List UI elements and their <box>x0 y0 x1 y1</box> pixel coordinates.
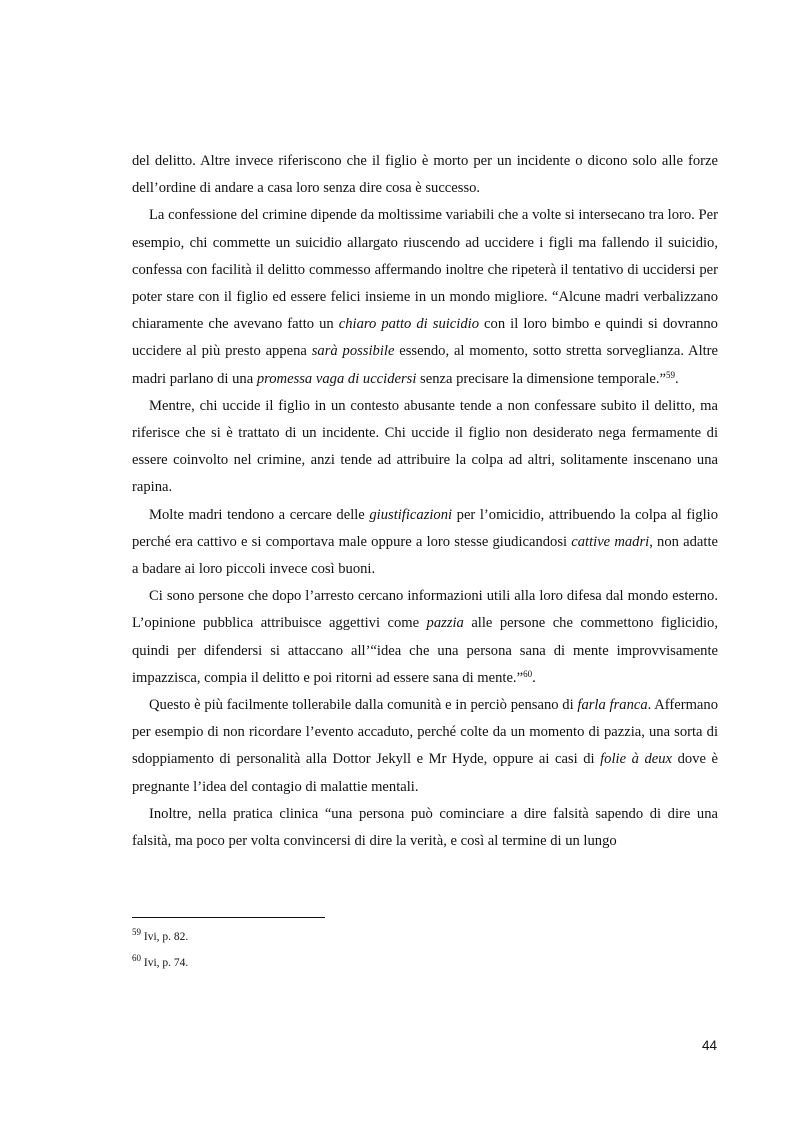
text-run: La confessione del crimine dipende da moltissime variabili che a volte si intersecano tra loro. Per esempio, chi commette un suicidio allargato riuscendo ad uccidere i figli ma fallendo il suicidio, confessa con facilità il delitto commesso affermando inoltre che ripeterà il tentativo di uccidersi per poter stare con il figlio ed essere felici insieme in un mondo migliore. “Alcune madri verbalizzano chiaramente che avevano fatto un <box>132 207 718 333</box>
text-run: Mentre, chi uccide il figlio in un contesto abusante tende a non confessare subito il delitto, ma riferisce che si è trattato di un incidente. Chi uccide il figlio non desiderato nega fermamente di essere coinvolto nel crimine, anzi tende ad attribuire la colpa ad altri, solitamente inscenano una rapina. <box>132 397 718 496</box>
footnote-ref: 59 <box>666 369 675 380</box>
text-run: Molte madri tendono a cercare delle <box>149 506 370 523</box>
text-run: Questo è più facilmente tollerabile dalla comunità e in perciò pensano di <box>149 697 578 714</box>
text-run: alle persone che commettono figlicidio, quindi per difendersi si attaccano all’“idea che una persona sana di mente improvvisamente impazzisca, compia il delitto e poi ritorni ad essere sana di mente.” <box>132 615 718 686</box>
text-run: del delitto. Altre invece riferiscono che il figlio è morto per un incidente o dicono solo alle forze dell’ordine di andare a casa loro senza dire cosa è successo. <box>132 153 718 197</box>
text-run: Inoltre, nella pratica clinica “una persona può cominciare a dire falsità sapendo di dire una falsità, ma poco per volta convincersi di dire la verità, e così al termine di un lungo <box>132 805 718 850</box>
text-run: . <box>532 669 536 686</box>
footnote <box>132 924 718 950</box>
text-run: senza precisare la dimensione temporale.” <box>416 370 666 387</box>
text-run: per l’omicidio, attribuendo la colpa al figlio perché era cattivo e si comportava male oppure a loro stesse giudicandosi <box>132 506 718 550</box>
paragraph <box>132 583 718 692</box>
paragraph <box>132 202 718 392</box>
paragraph <box>132 502 718 584</box>
page-number: 44 <box>701 1038 717 1053</box>
paragraph <box>132 801 718 855</box>
footnote-text: Ivi, p. 82. <box>143 931 189 943</box>
footnotes <box>132 924 718 976</box>
italic-text: sarà possibile <box>311 343 395 360</box>
body-text <box>132 148 718 855</box>
text-run: Ci sono persone che dopo l’arresto cercano informazioni utili alla loro difesa dal mondo esterno. L’opinione pubblica attribuisce aggettivi come <box>132 588 718 632</box>
italic-text: folie à deux <box>600 751 673 768</box>
italic-text: promessa vaga di uccidersi <box>256 370 417 387</box>
italic-text: cattive madri <box>571 533 650 550</box>
footnote <box>132 950 718 976</box>
paragraph <box>132 692 718 801</box>
italic-text: chiaro patto di suicidio <box>338 316 479 333</box>
italic-text: farla franca <box>577 697 648 714</box>
italic-text: pazzia <box>426 615 464 632</box>
footnote-number: 59 <box>132 927 141 937</box>
italic-text: giustificazioni <box>369 506 453 523</box>
paragraph <box>132 148 718 202</box>
text-run: con il loro bimbo e quindi si dovranno uccidere al più presto appena <box>132 316 718 360</box>
footnote-ref: 60 <box>523 668 533 679</box>
footnote-separator <box>132 917 325 918</box>
footnote-text: Ivi, p. 74. <box>143 957 189 969</box>
text-run: essendo, al momento, sotto stretta sorveglianza. Altre madri parlano di una <box>132 343 719 387</box>
text-run: dove è pregnante l’idea del contagio di malattie mentali. <box>132 751 718 795</box>
text-run: . Affermano per esempio di non ricordare l’evento accaduto, perché colte da un momento di pazzia, una sorta di sdoppiamento di personalità alla Dottor Jekyll e Mr Hyde, oppure ai casi di <box>132 697 719 768</box>
text-run: , non adatte a badare ai loro piccoli invece così buoni. <box>132 533 718 578</box>
paragraph <box>132 393 718 502</box>
text-run: . <box>675 370 679 387</box>
footnote-number: 60 <box>132 953 141 963</box>
